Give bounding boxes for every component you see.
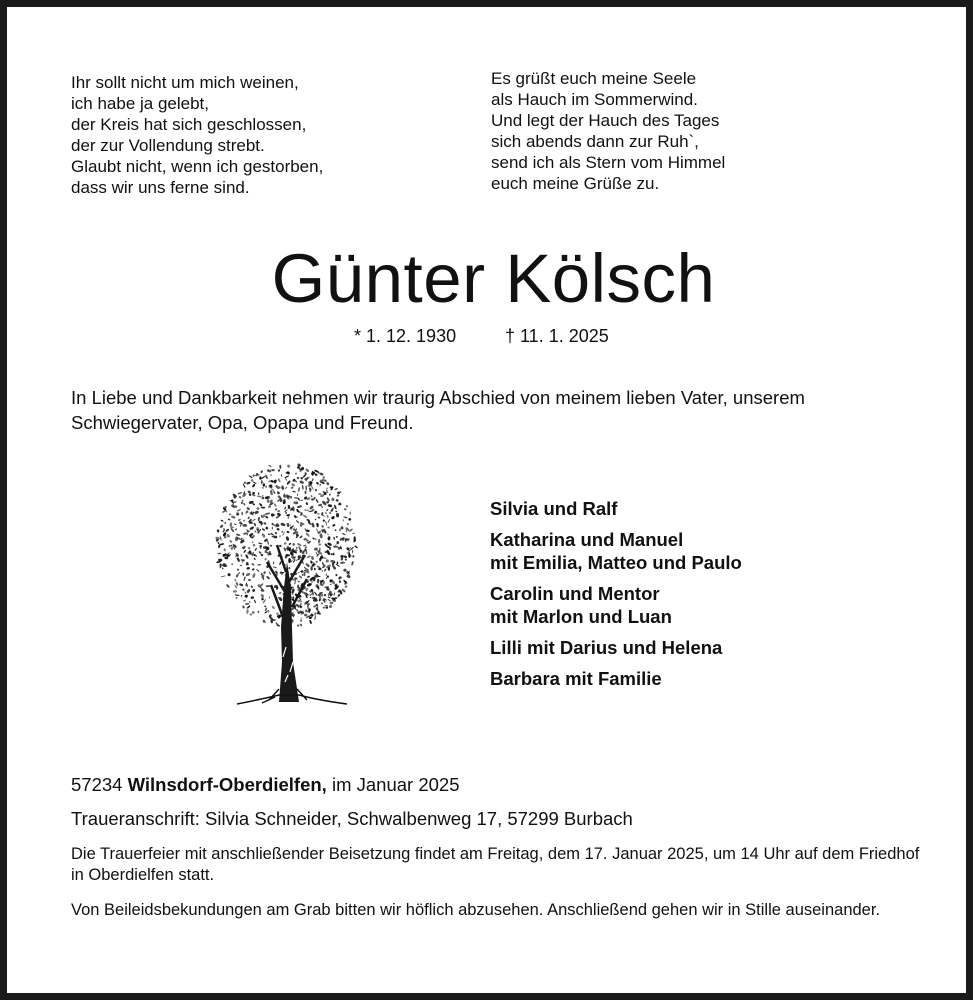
family-line: Carolin und Mentor xyxy=(490,583,660,604)
family-line: mit Marlon und Luan xyxy=(490,606,672,627)
poem-line: der zur Vollendung strebt. xyxy=(71,136,265,155)
poem-line: Und legt der Hauch des Tages xyxy=(491,111,720,130)
poem-line: als Hauch im Sommerwind. xyxy=(491,90,698,109)
family-list xyxy=(490,497,742,698)
family-line: Silvia und Ralf xyxy=(490,498,618,519)
death-date: † 11. 1. 2025 xyxy=(505,326,609,346)
poem-line: der Kreis hat sich geschlossen, xyxy=(71,115,307,134)
poem-line: sich abends dann zur Ruh`, xyxy=(491,132,699,151)
place-and-date xyxy=(71,772,460,797)
poem-line: send ich als Stern vom Himmel xyxy=(491,153,726,172)
family-entry xyxy=(490,497,742,520)
poem-left xyxy=(71,72,323,198)
family-line: Katharina und Manuel xyxy=(490,529,684,550)
family-entry xyxy=(490,667,742,690)
farewell-text: In Liebe und Dankbarkeit nehmen wir traurig Abschied von meinem lieben Vater, unserem Schwiegervater, Opa, Opapa und Freund. xyxy=(71,387,805,433)
town: Wilnsdorf-Oberdielfen, xyxy=(127,774,327,795)
poem-line: Glaubt nicht, wenn ich gestorben, xyxy=(71,157,324,176)
mourning-address: Traueranschrift: Silvia Schneider, Schwalbenweg 17, 57299 Burbach xyxy=(71,808,633,829)
poem-right xyxy=(491,68,725,194)
notice-date: im Januar 2025 xyxy=(331,774,460,795)
poem-line: ich habe ja gelebt, xyxy=(71,94,209,113)
poem-line: Es grüßt euch meine Seele xyxy=(491,69,697,88)
family-line: Lilli mit Darius und Helena xyxy=(490,637,723,658)
poem-line: Ihr sollt nicht um mich weinen, xyxy=(71,73,299,92)
deceased-name: Günter Kölsch xyxy=(271,240,716,317)
birth-date: * 1. 12. 1930 xyxy=(354,326,457,346)
condolence-notice: Von Beileidsbekundungen am Grab bitten wir höflich abzusehen. Anschließend gehen wir in Stille auseinander. xyxy=(71,901,881,919)
family-entry xyxy=(490,636,742,659)
family-entry xyxy=(490,582,742,628)
funeral-notice: Die Trauerfeier mit anschließender Beisetzung findet am Freitag, dem 17. Januar 2025, um 14 Uhr auf dem Friedhof in Oberdielfen statt. xyxy=(71,845,920,884)
poem-line: euch meine Grüße zu. xyxy=(491,174,660,193)
family-line: mit Emilia, Matteo und Paulo xyxy=(490,552,742,573)
poem-line: dass wir uns ferne sind. xyxy=(71,178,250,197)
family-line: Barbara mit Familie xyxy=(490,668,662,689)
tree-icon xyxy=(207,457,367,707)
postcode: 57234 xyxy=(71,774,123,795)
family-entry xyxy=(490,528,742,574)
